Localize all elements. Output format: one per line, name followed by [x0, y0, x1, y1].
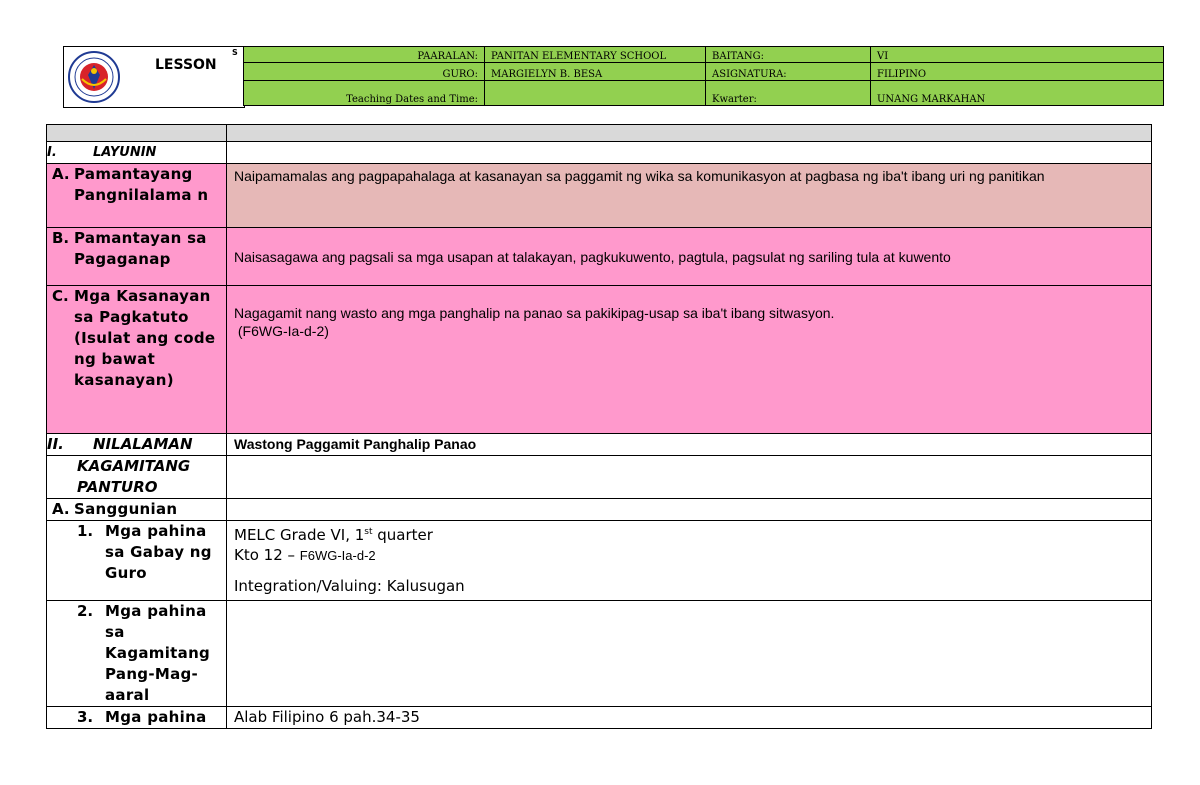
marker-c: C. [52, 287, 69, 305]
gabay-guro-line2-code: F6WG-Ia-d-2 [299, 548, 376, 563]
pamantayang-pangnilalaman-row [47, 164, 1152, 228]
gabay-guro-row [47, 521, 1152, 601]
marker-b: B. [52, 229, 70, 247]
paaralan-value: PANITAN ELEMENTARY SCHOOL [485, 47, 706, 63]
kagamitang-mag-aaral-content [227, 601, 1152, 707]
sanggunian-row [47, 499, 1152, 521]
mga-pahina-heading [47, 707, 227, 729]
kagamitang-mag-aaral-heading [47, 601, 227, 707]
paaralan-label: PAARALAN: [244, 47, 485, 63]
kagamitang-mag-aaral-row [47, 601, 1152, 707]
kagamitang-panturo-row [47, 456, 1152, 499]
kagamitang-panturo-content [227, 456, 1152, 499]
gabay-guro-line1 [234, 522, 1151, 545]
logo-box [63, 46, 245, 108]
mga-kasanayan-title: Mga Kasanayan sa Pagkatuto (Isulat ang code ng bawat kasanayan) [74, 287, 216, 389]
pamantayang-pangnilalaman-heading [47, 164, 227, 228]
teaching-dates-label: Teaching Dates and Time: [244, 81, 485, 106]
lesson-superscript: S [232, 48, 238, 57]
marker-1: 1. [77, 522, 94, 540]
header-cell-right [227, 125, 1152, 142]
layunin-row [47, 142, 1152, 164]
gabay-guro-line1-suffix: quarter [372, 526, 433, 544]
mga-pahina-text: Alab Filipino 6 pah.34-35 [227, 707, 1152, 729]
asignatura-value: FILIPINO [871, 63, 1164, 81]
mga-kasanayan-line1: Nagagamit nang wasto ang mga panghalip na panao sa pakikipag-usap sa iba't ibang sitwasyon. [234, 305, 835, 321]
mga-kasanayan-text [227, 286, 1152, 434]
marker-a-sanggunian: A. [52, 500, 70, 518]
layunin-content [227, 142, 1152, 164]
pamantayang-pangnilalaman-text: Naipamamalas ang pagpapahalaga at kasanayan sa paggamit ng wika sa komunikasyon at pagbasa ng iba't ibang uri ng panitikan [227, 164, 1152, 228]
asignatura-label: ASIGNATURA: [706, 63, 871, 81]
baitang-value: VI [871, 47, 1164, 63]
nilalaman-number: II. [47, 435, 64, 453]
gabay-guro-line3: Integration/Valuing: Kalusugan [234, 577, 465, 595]
table-header-row [47, 125, 1152, 142]
kagamitang-panturo-heading: KAGAMITANG PANTURO [47, 456, 227, 499]
kagamitang-mag-aaral-title: Mga pahina sa Kagamitang Pang-Mag-aaral [105, 602, 211, 704]
layunin-heading [47, 142, 227, 164]
pamantayang-pangnilalaman-title: Pamantayang Pangnilalama n [74, 165, 209, 204]
sanggunian-title: Sanggunian [74, 500, 178, 518]
mga-pahina-title: Mga pahina [105, 708, 207, 726]
marker-a: A. [52, 165, 70, 183]
lesson-header [63, 46, 1167, 108]
mga-kasanayan-row [47, 286, 1152, 434]
kwarter-value: UNANG MARKAHAN [871, 81, 1164, 106]
baitang-label: BAITANG: [706, 47, 871, 63]
gabay-guro-content [227, 521, 1152, 601]
pamantayan-sa-pagaganap-text: Naisasagawa ang pagsali sa mga usapan at talakayan, pagkukuwento, pagtula, pagsulat ng sariling tula at kuwento [227, 228, 1152, 286]
lesson-label: LESSON [155, 57, 217, 73]
layunin-number: I. [47, 145, 57, 160]
kwarter-label: Kwarter: [706, 81, 871, 106]
marker-2: 2. [77, 602, 94, 620]
mga-kasanayan-heading [47, 286, 227, 434]
gabay-guro-line1-sup: st [364, 527, 373, 537]
pamantayan-sa-pagaganap-row [47, 228, 1152, 286]
mga-kasanayan-code: (F6WG-Ia-d-2) [234, 323, 329, 339]
pamantayan-sa-pagaganap-title: Pamantayan sa Pagaganap [74, 229, 207, 268]
sanggunian-content [227, 499, 1152, 521]
school-info-grid [243, 46, 1164, 106]
pamantayan-sa-pagaganap-heading [47, 228, 227, 286]
nilalaman-heading [47, 434, 227, 456]
gabay-guro-line2 [234, 545, 1151, 566]
guro-value: MARGIELYN B. BESA [485, 63, 706, 81]
gabay-guro-heading [47, 521, 227, 601]
teaching-dates-value [485, 81, 706, 106]
gabay-guro-title: Mga pahina sa Gabay ng Guro [105, 522, 212, 582]
gabay-guro-line2-text: Kto 12 – [234, 546, 300, 564]
sanggunian-heading [47, 499, 227, 521]
deped-seal-icon [68, 51, 120, 103]
guro-label: GURO: [244, 63, 485, 81]
mga-pahina-row [47, 707, 1152, 729]
lesson-plan-table [46, 124, 1152, 729]
nilalaman-title: NILALAMAN [93, 435, 193, 453]
layunin-title: LAYUNIN [93, 145, 157, 160]
nilalaman-text: Wastong Paggamit Panghalip Panao [227, 434, 1152, 456]
gabay-guro-line1-text: MELC Grade VI, 1 [234, 526, 365, 544]
marker-3: 3. [77, 708, 94, 726]
nilalaman-row [47, 434, 1152, 456]
header-cell-left [47, 125, 227, 142]
